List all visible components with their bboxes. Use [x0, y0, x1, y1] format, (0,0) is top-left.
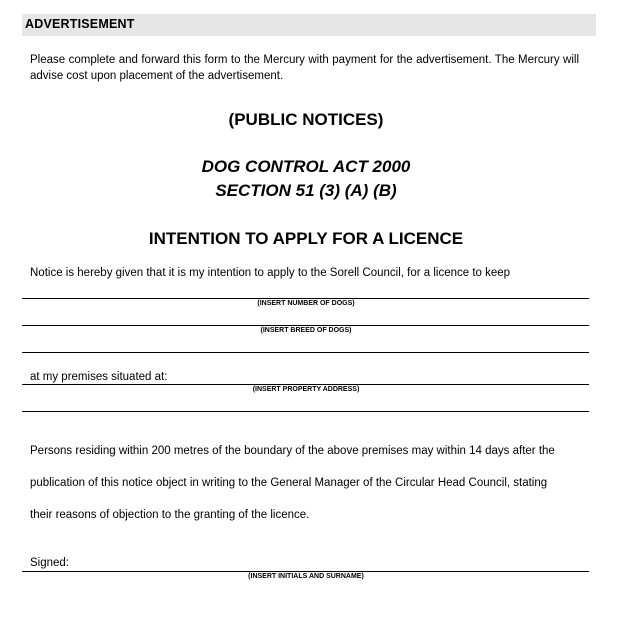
heading-intention: INTENTION TO APPLY FOR A LICENCE	[148, 229, 464, 248]
caption-initials-surname: (INSERT INITIALS AND SURNAME)	[248, 573, 364, 580]
heading-act: DOG CONTROL ACT 2000	[201, 157, 411, 176]
heading-public-notices: (PUBLIC NOTICES)	[228, 110, 384, 129]
signature-line[interactable]	[22, 571, 589, 572]
property-address-line[interactable]	[22, 384, 589, 385]
premises-label: at my premises situated at:	[30, 371, 168, 383]
notice-text: Notice is hereby given that it is my intention to apply to the Sorell Council, for a licence to keep	[30, 267, 511, 279]
caption-breed-of-dogs: (INSERT BREED OF DOGS)	[260, 327, 352, 334]
header-title: ADVERTISEMENT	[25, 17, 135, 31]
intro-paragraph: Please complete and forward this form to the Mercury with payment for the advertisement. The Mercury will advise cost upon placement of the advertisement.	[30, 54, 579, 82]
property-address-line-2[interactable]	[22, 411, 589, 412]
objection-line-3: their reasons of objection to the granting of the licence.	[30, 509, 310, 521]
signed-label: Signed:	[30, 557, 70, 569]
objection-line-1: Persons residing within 200 metres of the boundary of the above premises may within 14 days after the	[30, 445, 555, 457]
caption-number-of-dogs: (INSERT NUMBER OF DOGS)	[257, 300, 355, 307]
caption-property-address: (INSERT PROPERTY ADDRESS)	[252, 386, 360, 393]
objection-line-2: publication of this notice object in writing to the General Manager of the Circular Head Council, stating	[30, 477, 548, 489]
heading-section: SECTION 51 (3) (A) (B)	[215, 181, 397, 200]
number-of-dogs-line[interactable]	[22, 298, 589, 299]
breed-of-dogs-line[interactable]	[22, 325, 589, 326]
blank-line[interactable]	[22, 352, 589, 353]
